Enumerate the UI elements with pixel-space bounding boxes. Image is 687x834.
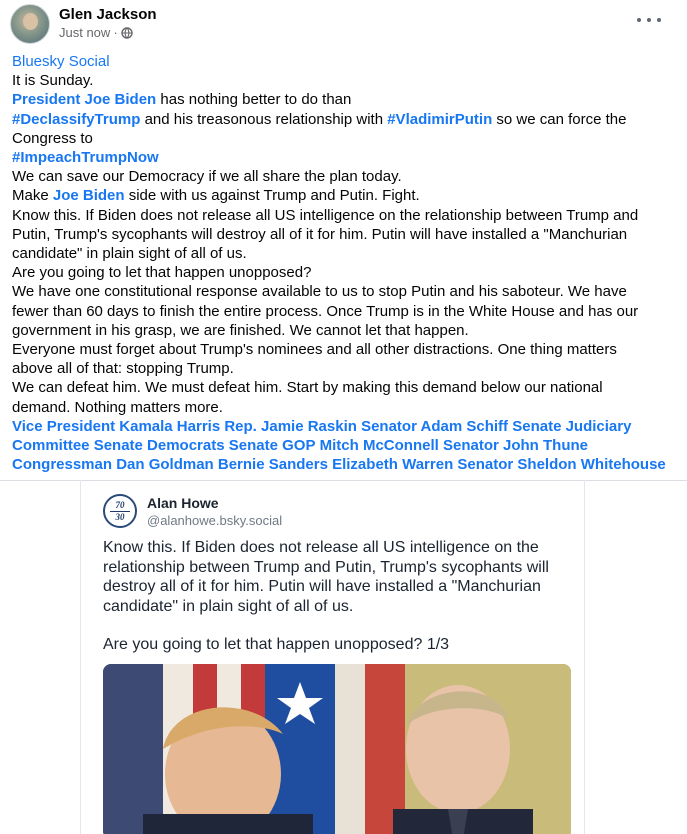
post-body-line (12, 321, 680, 340)
embed-divider-left (80, 480, 81, 834)
post-text: Congress to (12, 129, 93, 147)
post-text: We can defeat him. We must defeat him. Start by making this demand below our national (12, 379, 603, 397)
post-body-line (12, 71, 680, 90)
post-link[interactable]: Rep. Jamie Raskin (224, 417, 357, 435)
post-text: Are you going to let that happen unopposed? (12, 264, 312, 282)
meta-separator: · (113, 24, 118, 40)
post-body-line (12, 167, 680, 186)
embed-author-name[interactable]: Alan Howe (147, 494, 219, 511)
post-body-line (12, 436, 680, 455)
post-body-line (12, 359, 680, 378)
embed-text-line: relationship between Trump and Putin, Trump's sycophants will (103, 558, 549, 576)
post-text: government in his grasp, we are finished. We cannot let that happen. (12, 321, 469, 339)
post-link[interactable]: Bluesky Social (12, 53, 110, 70)
embed-header (103, 490, 573, 532)
post-link[interactable]: Senate Democrats (93, 437, 225, 455)
post-meta (59, 24, 157, 42)
post-link[interactable]: Committee (12, 437, 90, 455)
post-text: Make (12, 187, 53, 205)
post-link[interactable]: Senator Adam Schiff (361, 417, 509, 435)
post-body-line (12, 148, 680, 167)
post-body-line (12, 340, 680, 359)
post-body-line (12, 52, 680, 71)
post-text: fewer than 60 days to finish the entire process. Once Trump is in the White House and has our (12, 302, 639, 320)
embed-author-handle[interactable]: @alanhowe.bsky.social (147, 512, 283, 528)
post-body (12, 52, 680, 474)
post-link[interactable]: Bernie Sanders (217, 456, 328, 474)
post-body-line (12, 244, 680, 263)
post-text: has nothing better to do than (156, 91, 352, 109)
post-text: side with us against Trump and Putin. Fight. (124, 187, 420, 205)
embed-avatar[interactable] (103, 494, 137, 528)
post-body-line (12, 263, 680, 282)
post-link[interactable]: Senator Sheldon Whitehouse (457, 456, 666, 474)
more-options-icon[interactable] (637, 12, 661, 28)
post-text: so we can force the (492, 110, 627, 128)
post-body-line (12, 398, 680, 417)
post-link[interactable]: President Joe Biden (12, 91, 157, 109)
embed-photo[interactable] (103, 664, 571, 834)
post-header (10, 2, 157, 46)
post-text: It is Sunday. (12, 72, 94, 90)
post-body-line (12, 90, 680, 109)
globe-icon[interactable] (121, 27, 133, 39)
post-link[interactable]: Senate GOP (228, 437, 316, 455)
embed-text-line: Know this. If Biden does not release all US intelligence on the (103, 539, 539, 556)
post-body-line (12, 282, 680, 301)
post-link[interactable]: Senate Judiciary (512, 417, 632, 435)
post-link[interactable]: Joe Biden (52, 187, 125, 205)
post-timestamp[interactable]: Just now (59, 24, 111, 40)
post-text: candidate" in plain sight of all of us. (12, 245, 247, 263)
post-body-line (12, 186, 680, 205)
post-link[interactable]: #DeclassifyTrump (12, 110, 141, 128)
post-text: Know this. If Biden does not release all US intelligence on the relationship between Trump and (12, 206, 639, 224)
embed-paragraph-gap (103, 616, 573, 635)
post-link[interactable]: Mitch McConnell (319, 437, 439, 455)
post-body-line (12, 302, 680, 321)
post-body-line (12, 129, 680, 148)
embed-divider-right (584, 480, 585, 834)
post-body-line (12, 110, 680, 129)
post-text: We can save our Democracy if we all share the plan today. (12, 168, 402, 186)
post-link[interactable]: #VladimirPutin (387, 110, 493, 128)
post-link[interactable]: Vice President Kamala Harris (12, 417, 221, 435)
embed-text-line: candidate" in plain sight of all of us. (103, 597, 354, 615)
post-body-line (12, 206, 680, 225)
author-avatar[interactable] (10, 4, 50, 44)
post-body-line (12, 417, 680, 436)
post-text: above all of that: stopping Trump. (12, 360, 234, 378)
post-body-line (12, 455, 680, 474)
post-link[interactable]: Senator John Thune (442, 437, 588, 455)
embed-avatar-top: 70 (115, 499, 125, 510)
embed-avatar-bottom: 30 (115, 511, 125, 522)
post-text: We have one constitutional response available to us to stop Putin and his saboteur. We have (12, 283, 627, 301)
embed-names (147, 494, 282, 529)
photo-image (103, 664, 571, 834)
author-block (59, 5, 157, 42)
embed-text-line: destroy all of it for him. Putin will have installed a "Manchurian (103, 578, 541, 596)
author-name[interactable]: Glen Jackson (59, 5, 157, 23)
embed-text-line: Are you going to let that happen unopposed? 1/3 (103, 636, 450, 654)
post-link[interactable]: #ImpeachTrumpNow (12, 149, 159, 167)
post-link[interactable]: Elizabeth Warren (332, 456, 454, 474)
post-text: demand. Nothing matters more. (12, 398, 223, 416)
post-text: Everyone must forget about Trump's nominees and all other distractions. One thing matters (12, 341, 617, 359)
post-text: Putin, Trump's sycophants will destroy all of it for him. Putin will have installed a "Manchurian (12, 225, 628, 243)
post-text: and his treasonous relationship with (140, 110, 388, 128)
post-link[interactable]: Congressman Dan Goldman (12, 456, 214, 474)
post-body-line (12, 225, 680, 244)
embed-text (103, 538, 573, 655)
bluesky-embed[interactable] (103, 490, 573, 655)
post-body-line (12, 378, 680, 397)
